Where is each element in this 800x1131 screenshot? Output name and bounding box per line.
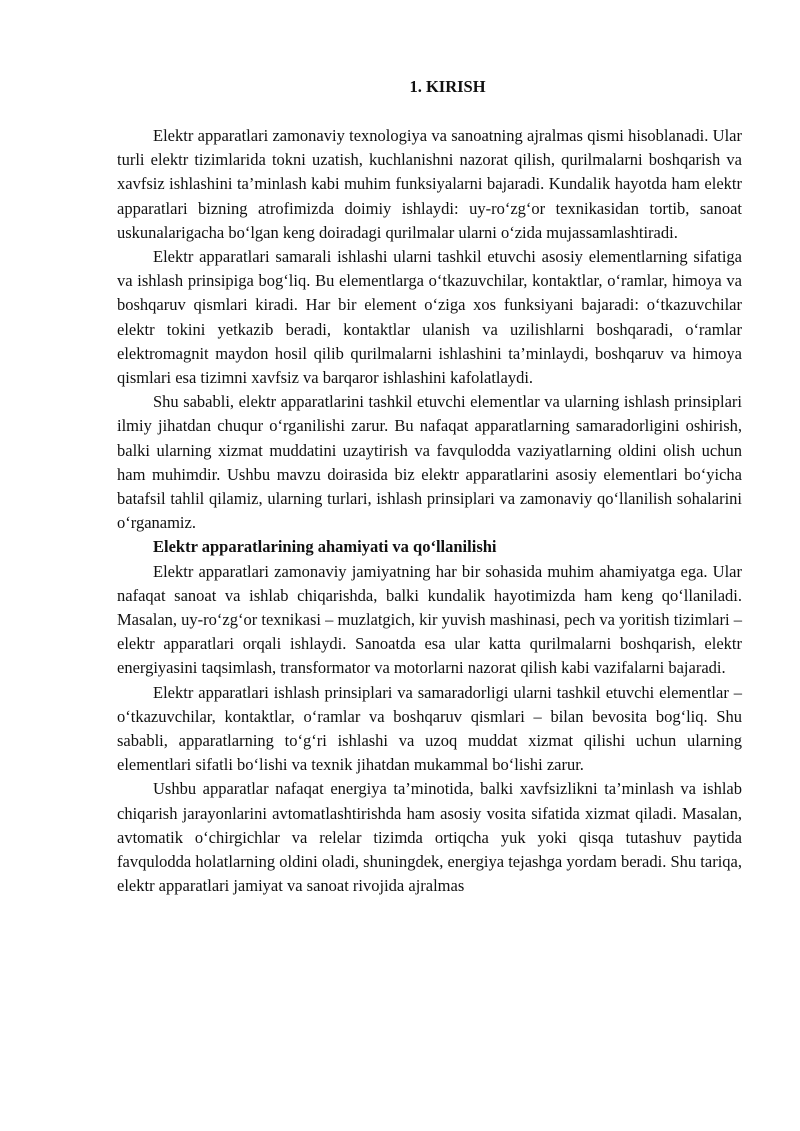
section-paragraph-1: Elektr apparatlari zamonaviy jamiyatning har bir sohasida muhim ahamiyatga ega. Ular nafaqat sanoat va ishlab chiqarishda, balki kundalik hayotimizda ham keng qo‘llaniladi. Masalan, uy-ro‘zg‘or texnikasi – muzlatgich, kir yuvish mashinasi, pech va yoritish tizimlari – elektr apparatlari orqali ishlaydi. Sanoatda esa ular katta qurilmalarni boshqarish, elektr energiyasini taqsimlash, transformator va motorlarni nazorat qilish kabi vazifalarni bajaradi. <box>117 561 742 678</box>
section-heading: Elektr apparatlarining ahamiyati va qo‘llanilishi <box>153 537 497 557</box>
intro-paragraph-1: Elektr apparatlari zamonaviy texnologiya va sanoatning ajralmas qismi hisoblanadi. Ular turli elektr tizimlarida tokni uzatish, kuchlanishni nazorat qilish, qurilmalarni boshqarish va xavfsiz ishlashini ta’minlash kabi muhim funksiyalarni bajaradi. Kundalik hayotda ham elektr apparatlari bizning atrofimizda doimiy ishlaydi: uy-ro‘zg‘or texnikasidan tortib, sanoat uskunalarigacha bo‘lgan keng doiradagi qurilmalar ularni o‘zida mujassamlashtiradi. <box>117 126 742 242</box>
intro-paragraph-2: Elektr apparatlari samarali ishlashi ularni tashkil etuvchi asosiy elementlarning sifatiga va ishlash prinsipiga bog‘liq. Bu elementlarga o‘tkazuvchilar, kontaktlar, o‘ramlar, himoya va boshqaruv qismlari kiradi. Har bir element o‘ziga xos funksiyani bajaradi: o‘tkazuvchilar elektr tokini yetkazib beradi, kontaktlar ulanish va uzilishlarni boshqaradi, o‘ramlar elektromagnit maydon hosil qilib qurilmalarni ishlashini ta’minlaydi, boshqaruv va himoya qismlari esa tizimni xavfsiz va barqaror ishlashini kafolatlaydi. <box>117 247 742 388</box>
title-spacer <box>117 99 742 124</box>
section-paragraph-2: Elektr apparatlari ishlash prinsiplari va samaradorligi ularni tashkil etuvchi elementlar – o‘tkazuvchilar, kontaktlar, o‘ramlar va boshqaruv qismlari – bilan bevosita bog‘liq. Shu sababli, apparatlarning to‘g‘ri ishlashi va uzoq muddat xizmat qilishi uchun ularning elementlari sifatli bo‘lishi va texnik jihatdan mukammal bo‘lishi zarur. <box>117 682 742 775</box>
section-paragraph-3: Ushbu apparatlar nafaqat energiya ta’minotida, balki xavfsizlikni ta’minlash va ishlab chiqarish jarayonlarini avtomatlashtirishda ham asosiy vosita sifatida xizmat qiladi. Masalan, avtomatik o‘chirgichlar va relelar tizimda ortiqcha yuk yoki qisqa tutashuv paytida favqulodda holatlarning oldini oladi, shuningdek, energiya tejashga yordam beradi. Shu tariqa, elektr apparatlari jamiyat va sanoat rivojida ajralmas <box>117 779 742 896</box>
document-body <box>117 75 742 899</box>
intro-paragraph-3: Shu sababli, elektr apparatlarini tashkil etuvchi elementlar va ularning ishlash prinsiplari ilmiy jihatdan chuqur o‘rganilishi zarur. Bu nafaqat apparatlarning samaradorligini oshirish, balki ularning xizmat muddatini uzaytirish va favqulodda vaziyatlarning oldini olish uchun ham muhimdir. Ushbu mavzu doirasida biz elektr apparatlarini asosiy elementlari bo‘yicha batafsil tahlil qilamiz, ularning turlari, ishlash prinsiplari va zamonaviy qo‘llanilish sohalarini o‘rganamiz. <box>117 392 742 533</box>
chapter-title: 1. KIRISH <box>409 77 486 96</box>
